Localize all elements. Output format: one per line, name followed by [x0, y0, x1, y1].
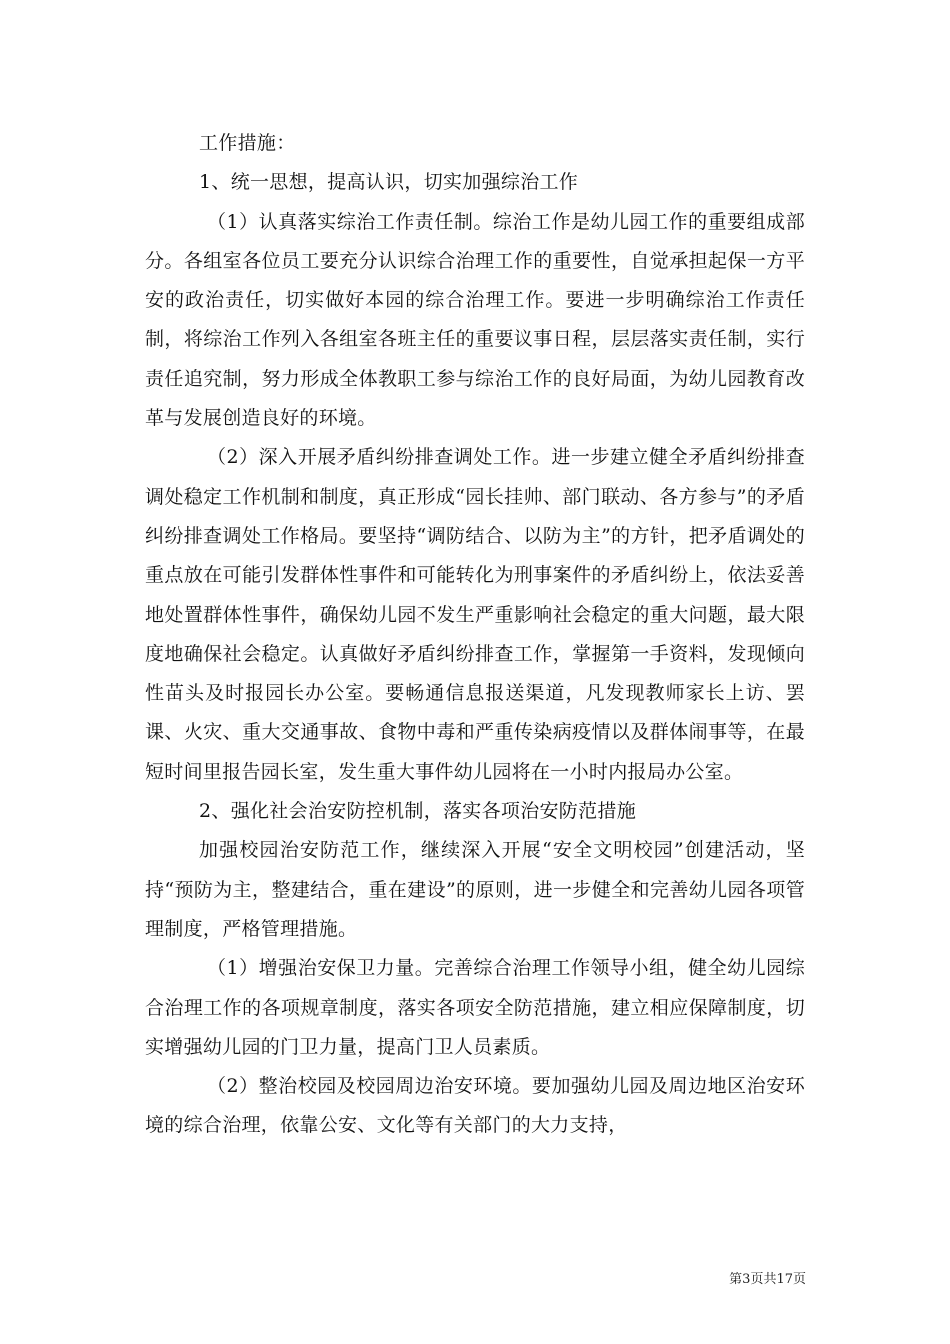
paragraph-section-2-item-1: （1）增强治安保卫力量。完善综合治理工作领导小组，健全幼儿园综合治理工作的各项规章制度，落实各项安全防范措施，建立相应保障制度，切实增强幼儿园的门卫力量，提高门卫人员素质。	[145, 957, 805, 1058]
paragraph-section-2-heading: 2、强化社会治安防控机制，落实各项治安防范措施	[199, 800, 636, 823]
paragraph-section-2-intro: 加强校园治安防范工作，继续深入开展“安全文明校园”创建活动，坚持“预防为主，整建结合，重在建设”的原则，进一步健全和完善幼儿园各项管理制度，严格管理措施。	[145, 839, 805, 940]
page-number-footer: 第3页共17页	[729, 1272, 806, 1287]
paragraph-section-1-heading: 1、统一思想，提高认识，切实加强综治工作	[199, 171, 579, 194]
document-body	[145, 124, 805, 1146]
paragraph-measures-heading: 工作措施：	[199, 132, 296, 154]
paragraph-section-2-item-2: （2）整治校园及校园周边治安环境。要加强幼儿园及周边地区治安环境的综合治理，依靠公安、文化等有关部门的大力支持，	[145, 1075, 805, 1137]
paragraph-section-1-item-2: （2）深入开展矛盾纠纷排查调处工作。进一步建立健全矛盾纠纷排查调处稳定工作机制和制度，真正形成“园长挂帅、部门联动、各方参与”的矛盾纠纷排查调处工作格局。要坚持“调防结合、以防为主”的方针，把矛盾调处的重点放在可能引发群体性事件和可能转化为刑事案件的矛盾纠纷上，依法妥善地处置群体性事件，确保幼儿园不发生严重影响社会稳定的重大问题，最大限度地确保社会稳定。认真做好矛盾纠纷排查工作，掌握第一手资料，发现倾向性苗头及时报园长办公室。要畅通信息报送渠道，凡发现教师家长上访、罢课、火灾、重大交通事故、食物中毒和严重传染病疫情以及群体闹事等，在最短时间里报告园长室，发生重大事件幼儿园将在一小时内报局办公室。	[145, 446, 805, 783]
paragraph-section-1-item-1: （1）认真落实综治工作责任制。综治工作是幼儿园工作的重要组成部分。各组室各位员工要充分认识综合治理工作的重要性，自觉承担起保一方平安的政治责任，切实做好本园的综合治理工作。要进一步明确综治工作责任制，将综治工作列入各组室各班主任的重要议事日程，层层落实责任制，实行责任追究制，努力形成全体教职工参与综治工作的良好局面，为幼儿园教育改革与发展创造良好的环境。	[145, 210, 805, 430]
